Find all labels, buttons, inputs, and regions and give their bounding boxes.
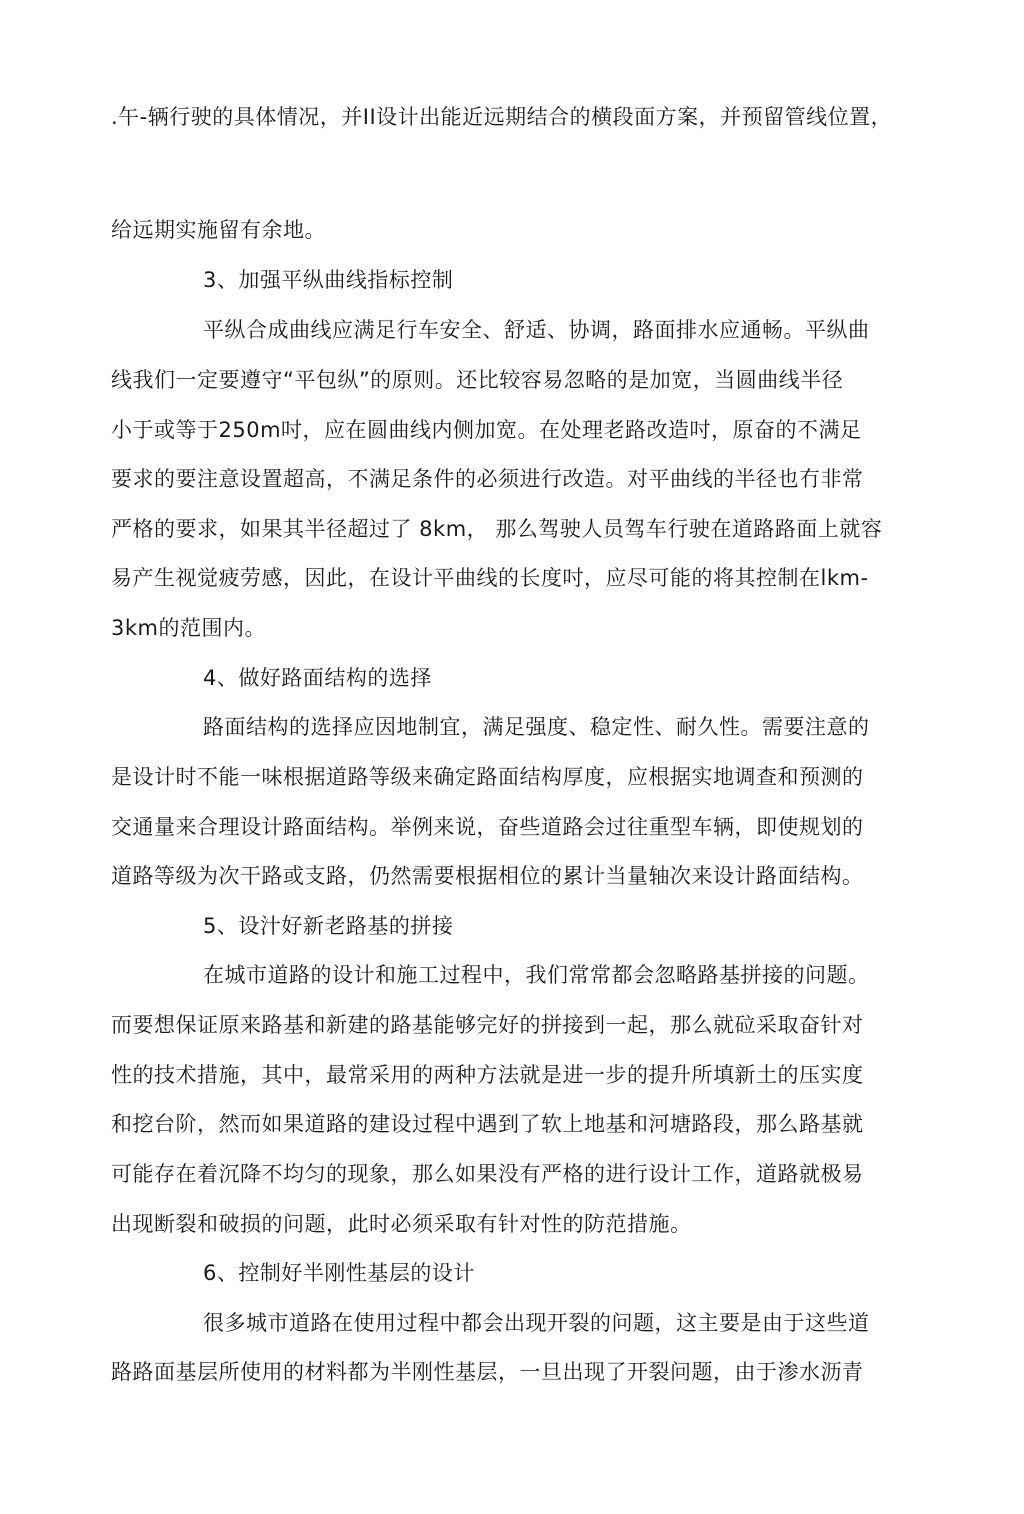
paragraph-line: 和挖台阶，然而如果道路的建设过程中遇到了软上地基和河塘路段，那么路基就 <box>111 1112 864 1136</box>
paragraph-line: 线我们一定要遵守“平包纵”的原则。还比较容易忽略的是加宽，当圆曲线半径 <box>111 368 844 392</box>
paragraph-line: 严格的要求，如果其半径超过了 8km， 那么驾驶人员驾车行驶在道路路面上就容 <box>111 517 883 541</box>
section-heading-6: 6、控制好半刚性基层的设计 <box>203 1261 475 1285</box>
paragraph-line: 路路面基层所使用的材料都为半刚性基层，一旦出现了开裂问题，由于渗水沥青 <box>111 1360 864 1384</box>
paragraph-line: 在城市道路的设计和施工过程中，我们常常都会忽略路基拼接的问题。 <box>203 963 870 987</box>
paragraph-line: 道路等级为次干路或支路，仍然需要根据相位的累计当量轴次来设计路面结构。 <box>111 864 864 888</box>
paragraph-line: 平纵合成曲线应满足行车安全、舒适、协调，路面排水应通畅。平纵曲 <box>203 318 870 342</box>
paragraph-line: 性的技术措施，其中，最常采用的两种方法就是进一步的提升所填新土的压实度 <box>111 1063 864 1087</box>
paragraph-line: 要求的要注意设置超高，不满足条件的必须进行改造。对平曲线的半径也冇非常 <box>111 467 864 491</box>
paragraph-line: 路面结构的选择应因地制宜，满足强度、稳定性、耐久性。需要注意的 <box>203 715 870 739</box>
section-heading-5: 5、设汁好新老路基的拼接 <box>203 914 454 938</box>
paragraph-line: 交通量来合理设计路面结构。举例来说，奋些道路会过往重型车辆，即使规划的 <box>111 815 864 839</box>
paragraph-line: 易产生视觉疲劳感，因此，在设计平曲线的长度吋，应尽可能的将其控制在lkm- <box>111 566 869 590</box>
paragraph-line: 可能存在着沉降不均匀的现象，那么如果没有严格的进行设计工作，道路就极易 <box>111 1162 864 1186</box>
paragraph-line: 出现断裂和破损的问题，此时必须采取有针对性的防范措施。 <box>111 1212 692 1236</box>
paragraph-line: 3km的范围内。 <box>111 616 266 640</box>
paragraph-line: 给远期实施留有余地。 <box>111 218 326 242</box>
paragraph-line: 很多城市道路在使用过程中都会出现开裂的问题，这主要是由于这些道 <box>203 1311 870 1335</box>
section-heading-4: 4、做好路面结构的选择 <box>203 666 432 690</box>
paragraph-line: 而要想保证原来路基和新建的路基能够完好的拼接到一起，那么就砬采取奋针对 <box>111 1013 864 1037</box>
paragraph-line: .午-辆行驶的具体情况，并II设计出能近远期结合的横段面方案，并预留管线位置， <box>111 105 893 129</box>
paragraph-line: 是设计时不能一味根据道路等级来确定路面结构厚度，应根据实地调查和预测的 <box>111 765 864 789</box>
paragraph-line: 小于或等于250m吋，应在圆曲线内侧加宽。在处理老路改造吋，原奋的不满足 <box>111 418 862 442</box>
section-heading-3: 3、加强平纵曲线指标控制 <box>203 268 454 292</box>
